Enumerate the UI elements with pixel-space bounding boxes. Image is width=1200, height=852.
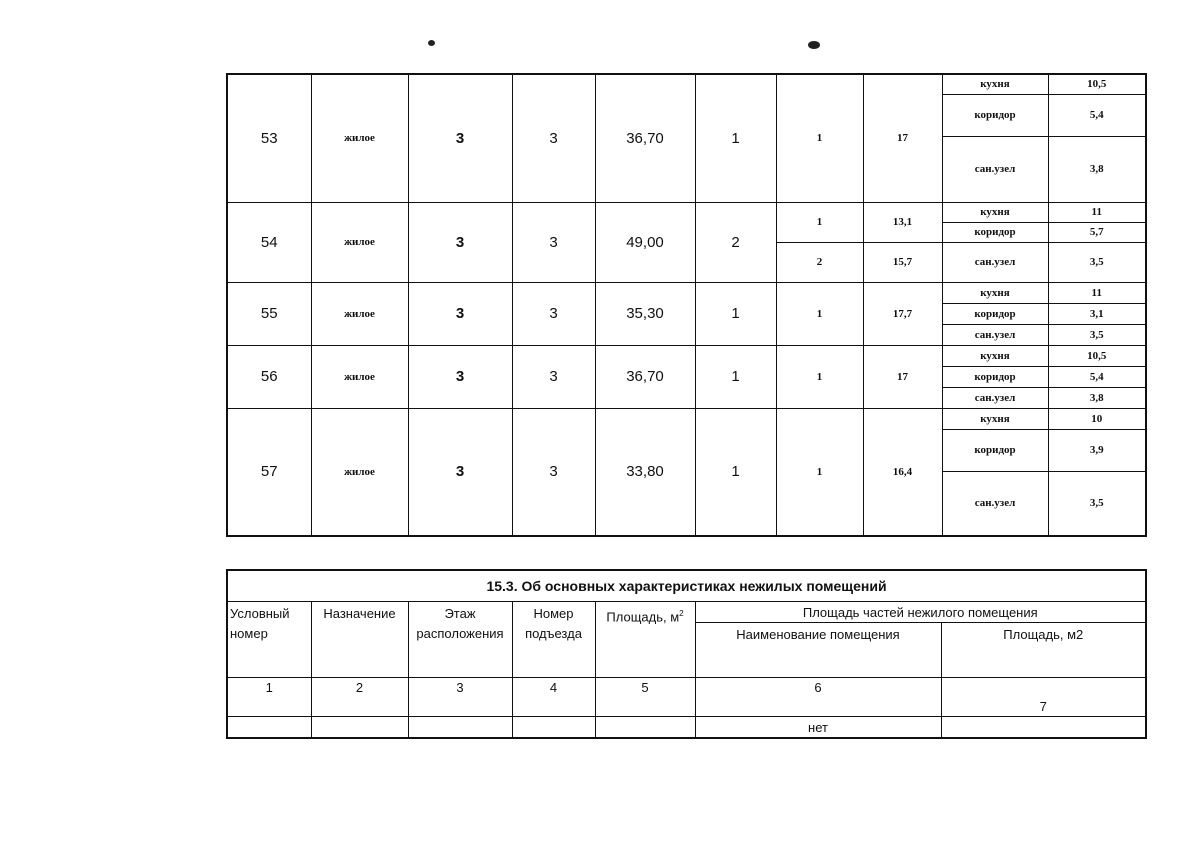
apartment-entrance: 3 xyxy=(512,408,595,536)
nonresidential-table xyxy=(226,569,1147,739)
aux-room-name: коридор xyxy=(942,94,1048,136)
apartment-area: 33,80 xyxy=(595,408,695,536)
apartment-rooms-count: 1 xyxy=(695,282,776,345)
empty-cell xyxy=(408,717,512,739)
living-room-area: 17 xyxy=(863,345,942,408)
apartment-area: 36,70 xyxy=(595,345,695,408)
apartment-row xyxy=(227,74,1146,94)
aux-room-area: 3,9 xyxy=(1048,429,1146,471)
living-room-area: 13,1 xyxy=(863,202,942,242)
aux-room-name: коридор xyxy=(942,222,1048,242)
empty-row xyxy=(227,717,1146,739)
apartment-entrance: 3 xyxy=(512,345,595,408)
apartment-type: жилое xyxy=(311,74,408,202)
apartment-number: 53 xyxy=(227,74,311,202)
empty-cell xyxy=(227,717,311,739)
apartments-table xyxy=(226,73,1147,537)
header-area-sup: 2 xyxy=(679,609,684,618)
aux-room-area: 10,5 xyxy=(1048,74,1146,94)
column-number: 1 xyxy=(227,678,311,717)
apartment-floor: 3 xyxy=(408,74,512,202)
aux-room-name: кухня xyxy=(942,74,1048,94)
empty-cell xyxy=(311,717,408,739)
living-room-area: 17 xyxy=(863,74,942,202)
apartment-floor: 3 xyxy=(408,282,512,345)
header-floor: Этаж расположения xyxy=(408,602,512,678)
aux-room-area: 5,7 xyxy=(1048,222,1146,242)
column-numbers-row xyxy=(227,678,1146,717)
scan-speck xyxy=(428,40,435,46)
apartment-rooms-count: 2 xyxy=(695,202,776,282)
apartment-type: жилое xyxy=(311,202,408,282)
living-room-no: 2 xyxy=(776,242,863,282)
aux-room-name: кухня xyxy=(942,202,1048,222)
living-room-no: 1 xyxy=(776,202,863,242)
apartment-rooms-count: 1 xyxy=(695,408,776,536)
apartment-floor: 3 xyxy=(408,345,512,408)
aux-room-name: коридор xyxy=(942,366,1048,387)
aux-room-area: 3,5 xyxy=(1048,242,1146,282)
aux-room-name: сан.узел xyxy=(942,242,1048,282)
living-room-no: 1 xyxy=(776,74,863,202)
apartment-area: 49,00 xyxy=(595,202,695,282)
apartment-area: 36,70 xyxy=(595,74,695,202)
header-area-text: Площадь, м xyxy=(606,609,680,625)
apartment-row xyxy=(227,345,1146,366)
apartment-row xyxy=(227,408,1146,429)
apartment-number: 57 xyxy=(227,408,311,536)
apartment-rooms-count: 1 xyxy=(695,74,776,202)
header-entrance: Номер подъезда xyxy=(512,602,595,678)
aux-room-area: 3,5 xyxy=(1048,471,1146,536)
living-room-no: 1 xyxy=(776,282,863,345)
column-number: 2 xyxy=(311,678,408,717)
aux-room-area: 10 xyxy=(1048,408,1146,429)
apartment-floor: 3 xyxy=(408,202,512,282)
apartment-rooms-count: 1 xyxy=(695,345,776,408)
apartment-area: 35,30 xyxy=(595,282,695,345)
aux-room-area: 10,5 xyxy=(1048,345,1146,366)
empty-cell xyxy=(512,717,595,739)
apartment-type: жилое xyxy=(311,408,408,536)
living-room-area: 15,7 xyxy=(863,242,942,282)
empty-cell xyxy=(595,717,695,739)
apartment-floor: 3 xyxy=(408,408,512,536)
apartments-body xyxy=(227,74,1146,536)
header-room-name: Наименование помещения xyxy=(695,623,941,678)
aux-room-area: 5,4 xyxy=(1048,94,1146,136)
aux-room-name: коридор xyxy=(942,429,1048,471)
empty-cell xyxy=(941,717,1146,739)
column-number: 5 xyxy=(595,678,695,717)
apartment-type: жилое xyxy=(311,282,408,345)
aux-room-name: сан.узел xyxy=(942,136,1048,202)
aux-room-name: кухня xyxy=(942,345,1048,366)
apartment-number: 56 xyxy=(227,345,311,408)
aux-room-name: сан.узел xyxy=(942,324,1048,345)
living-room-no: 1 xyxy=(776,345,863,408)
column-number: 3 xyxy=(408,678,512,717)
apartment-row xyxy=(227,202,1146,222)
aux-room-name: кухня xyxy=(942,282,1048,303)
living-room-area: 16,4 xyxy=(863,408,942,536)
living-room-area: 17,7 xyxy=(863,282,942,345)
aux-room-area: 3,1 xyxy=(1048,303,1146,324)
column-number: 7 xyxy=(941,678,1146,717)
aux-room-area: 5,4 xyxy=(1048,366,1146,387)
aux-room-name: коридор xyxy=(942,303,1048,324)
aux-room-area: 11 xyxy=(1048,202,1146,222)
aux-room-area: 3,8 xyxy=(1048,387,1146,408)
apartment-number: 55 xyxy=(227,282,311,345)
column-number: 4 xyxy=(512,678,595,717)
apartment-entrance: 3 xyxy=(512,74,595,202)
header-cond-number: Условный номер xyxy=(227,602,311,678)
aux-room-area: 11 xyxy=(1048,282,1146,303)
aux-room-area: 3,8 xyxy=(1048,136,1146,202)
header-room-area: Площадь, м2 xyxy=(941,623,1146,678)
header-area xyxy=(595,602,695,678)
scan-speck xyxy=(808,41,820,49)
column-number: 6 xyxy=(695,678,941,717)
living-room-no: 1 xyxy=(776,408,863,536)
apartment-type: жилое xyxy=(311,345,408,408)
apartment-entrance: 3 xyxy=(512,282,595,345)
apartment-row xyxy=(227,282,1146,303)
aux-room-area: 3,5 xyxy=(1048,324,1146,345)
section-title: 15.3. Об основных характеристиках нежилых помещений xyxy=(227,570,1146,602)
apartment-number: 54 xyxy=(227,202,311,282)
aux-room-name: сан.узел xyxy=(942,387,1048,408)
aux-room-name: кухня xyxy=(942,408,1048,429)
apartment-entrance: 3 xyxy=(512,202,595,282)
header-purpose: Назначение xyxy=(311,602,408,678)
aux-room-name: сан.узел xyxy=(942,471,1048,536)
header-parts-group: Площадь частей нежилого помещения xyxy=(695,602,1146,623)
none-value: нет xyxy=(695,717,941,739)
